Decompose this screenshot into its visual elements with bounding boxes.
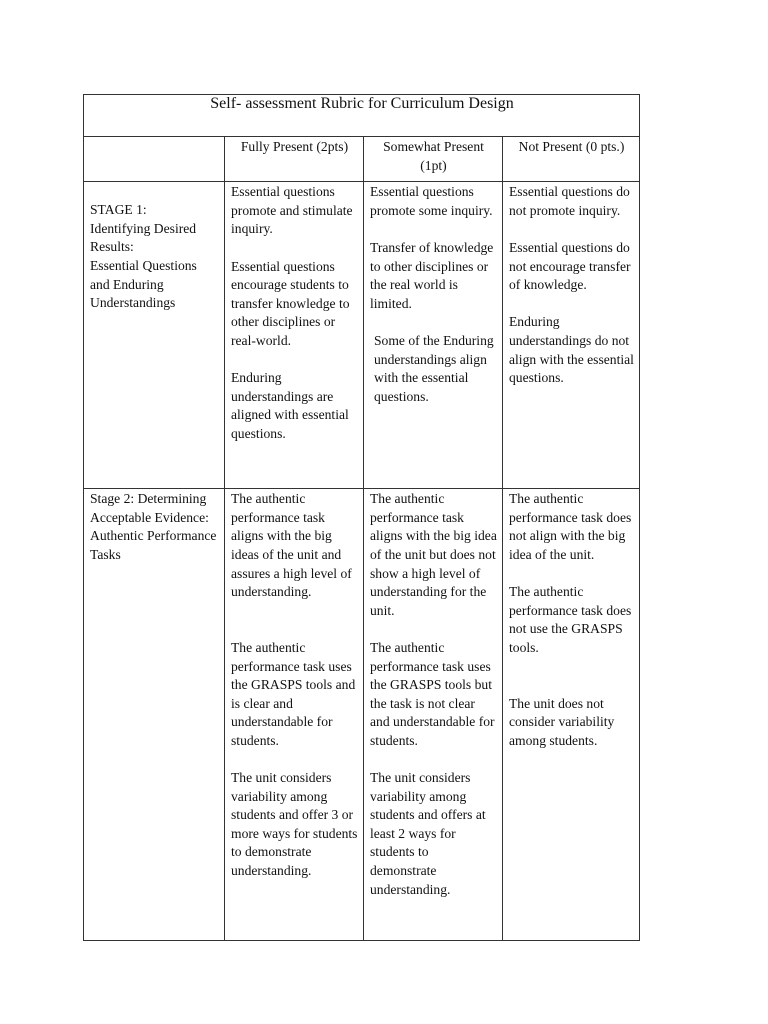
stage1-row xyxy=(84,182,640,489)
stage1-not-criterion-1: Essential questions do not promote inquiry. xyxy=(509,184,630,218)
stage1-fully-criterion-2: Essential questions encourage students to transfer knowledge to other disciplines or real-world. xyxy=(231,258,350,348)
stage2-not-criterion-3: The unit does not consider variability among students. xyxy=(509,695,615,748)
stage1-label-cell xyxy=(84,182,225,489)
header-corner-cell xyxy=(84,137,225,182)
stage2-somewhat-cell xyxy=(364,489,503,941)
stage2-not-criterion-1: The authentic performance task does not align with the big idea of the unit. xyxy=(509,491,632,562)
stage1-somewhat-cell xyxy=(364,182,503,489)
stage1-not-criterion-2: Essential questions do not encourage transfer of knowledge. xyxy=(509,239,631,293)
stage1-label-line1: STAGE 1: xyxy=(90,202,147,218)
stage1-label-line3: Essential Questions and Enduring Understandings xyxy=(90,257,197,311)
stage1-fully-cell xyxy=(225,182,364,489)
stage2-fully-criterion-1: The authentic performance task aligns with the big ideas of the unit and assures a high level of understanding. xyxy=(231,491,352,600)
stage1-somewhat-criterion-3: Some of the Enduring understandings align with the essential questions. xyxy=(374,332,494,404)
header-fully-present: Fully Present (2pts) xyxy=(225,137,364,182)
stage1-fully-criterion-1: Essential questions promote and stimulate inquiry. xyxy=(231,184,353,237)
stage1-somewhat-criterion-1: Essential questions promote some inquiry. xyxy=(370,184,493,218)
stage2-fully-criterion-3: The unit considers variability among students and offer 3 or more ways for students to demonstrate understanding. xyxy=(231,770,358,879)
header-row xyxy=(84,137,640,182)
stage2-somewhat-criterion-2: The authentic performance task uses the GRASPS tools but the task is not clear and understandable for students. xyxy=(370,639,495,748)
stage2-not-cell xyxy=(503,489,640,941)
stage2-fully-cell xyxy=(225,489,364,941)
stage2-somewhat-criterion-1: The authentic performance task aligns with the big idea of the unit but does not show a high level of understanding for the unit. xyxy=(370,491,497,618)
stage1-somewhat-criterion-2: Transfer of knowledge to other disciplines or the real world is limited. xyxy=(370,239,494,311)
rubric-title: Self- assessment Rubric for Curriculum Design xyxy=(84,95,640,137)
stage2-label-cell: Stage 2: Determining Acceptable Evidence: Authentic Performance Tasks xyxy=(84,489,225,941)
title-row xyxy=(84,95,640,137)
stage1-not-cell xyxy=(503,182,640,489)
stage2-not-criterion-2: The authentic performance task does not use the GRASPS tools. xyxy=(509,584,632,655)
stage1-label-line2: Identifying Desired Results: xyxy=(90,220,197,255)
header-somewhat-present: Somewhat Present (1pt) xyxy=(364,137,503,182)
header-not-present: Not Present (0 pts.) xyxy=(503,137,640,182)
stage1-fully-criterion-3: Enduring understandings are aligned with essential questions. xyxy=(231,370,349,441)
stage2-fully-criterion-2: The authentic performance task uses the GRASPS tools and is clear and understandable for students. xyxy=(231,639,356,748)
stage2-row xyxy=(84,489,640,941)
rubric-table xyxy=(83,94,640,941)
stage2-somewhat-criterion-3: The unit considers variability among students and offers at least 2 ways for students to demonstrate understanding. xyxy=(370,770,486,897)
stage1-not-criterion-3: Enduring understandings do not align with the essential questions. xyxy=(509,314,634,386)
